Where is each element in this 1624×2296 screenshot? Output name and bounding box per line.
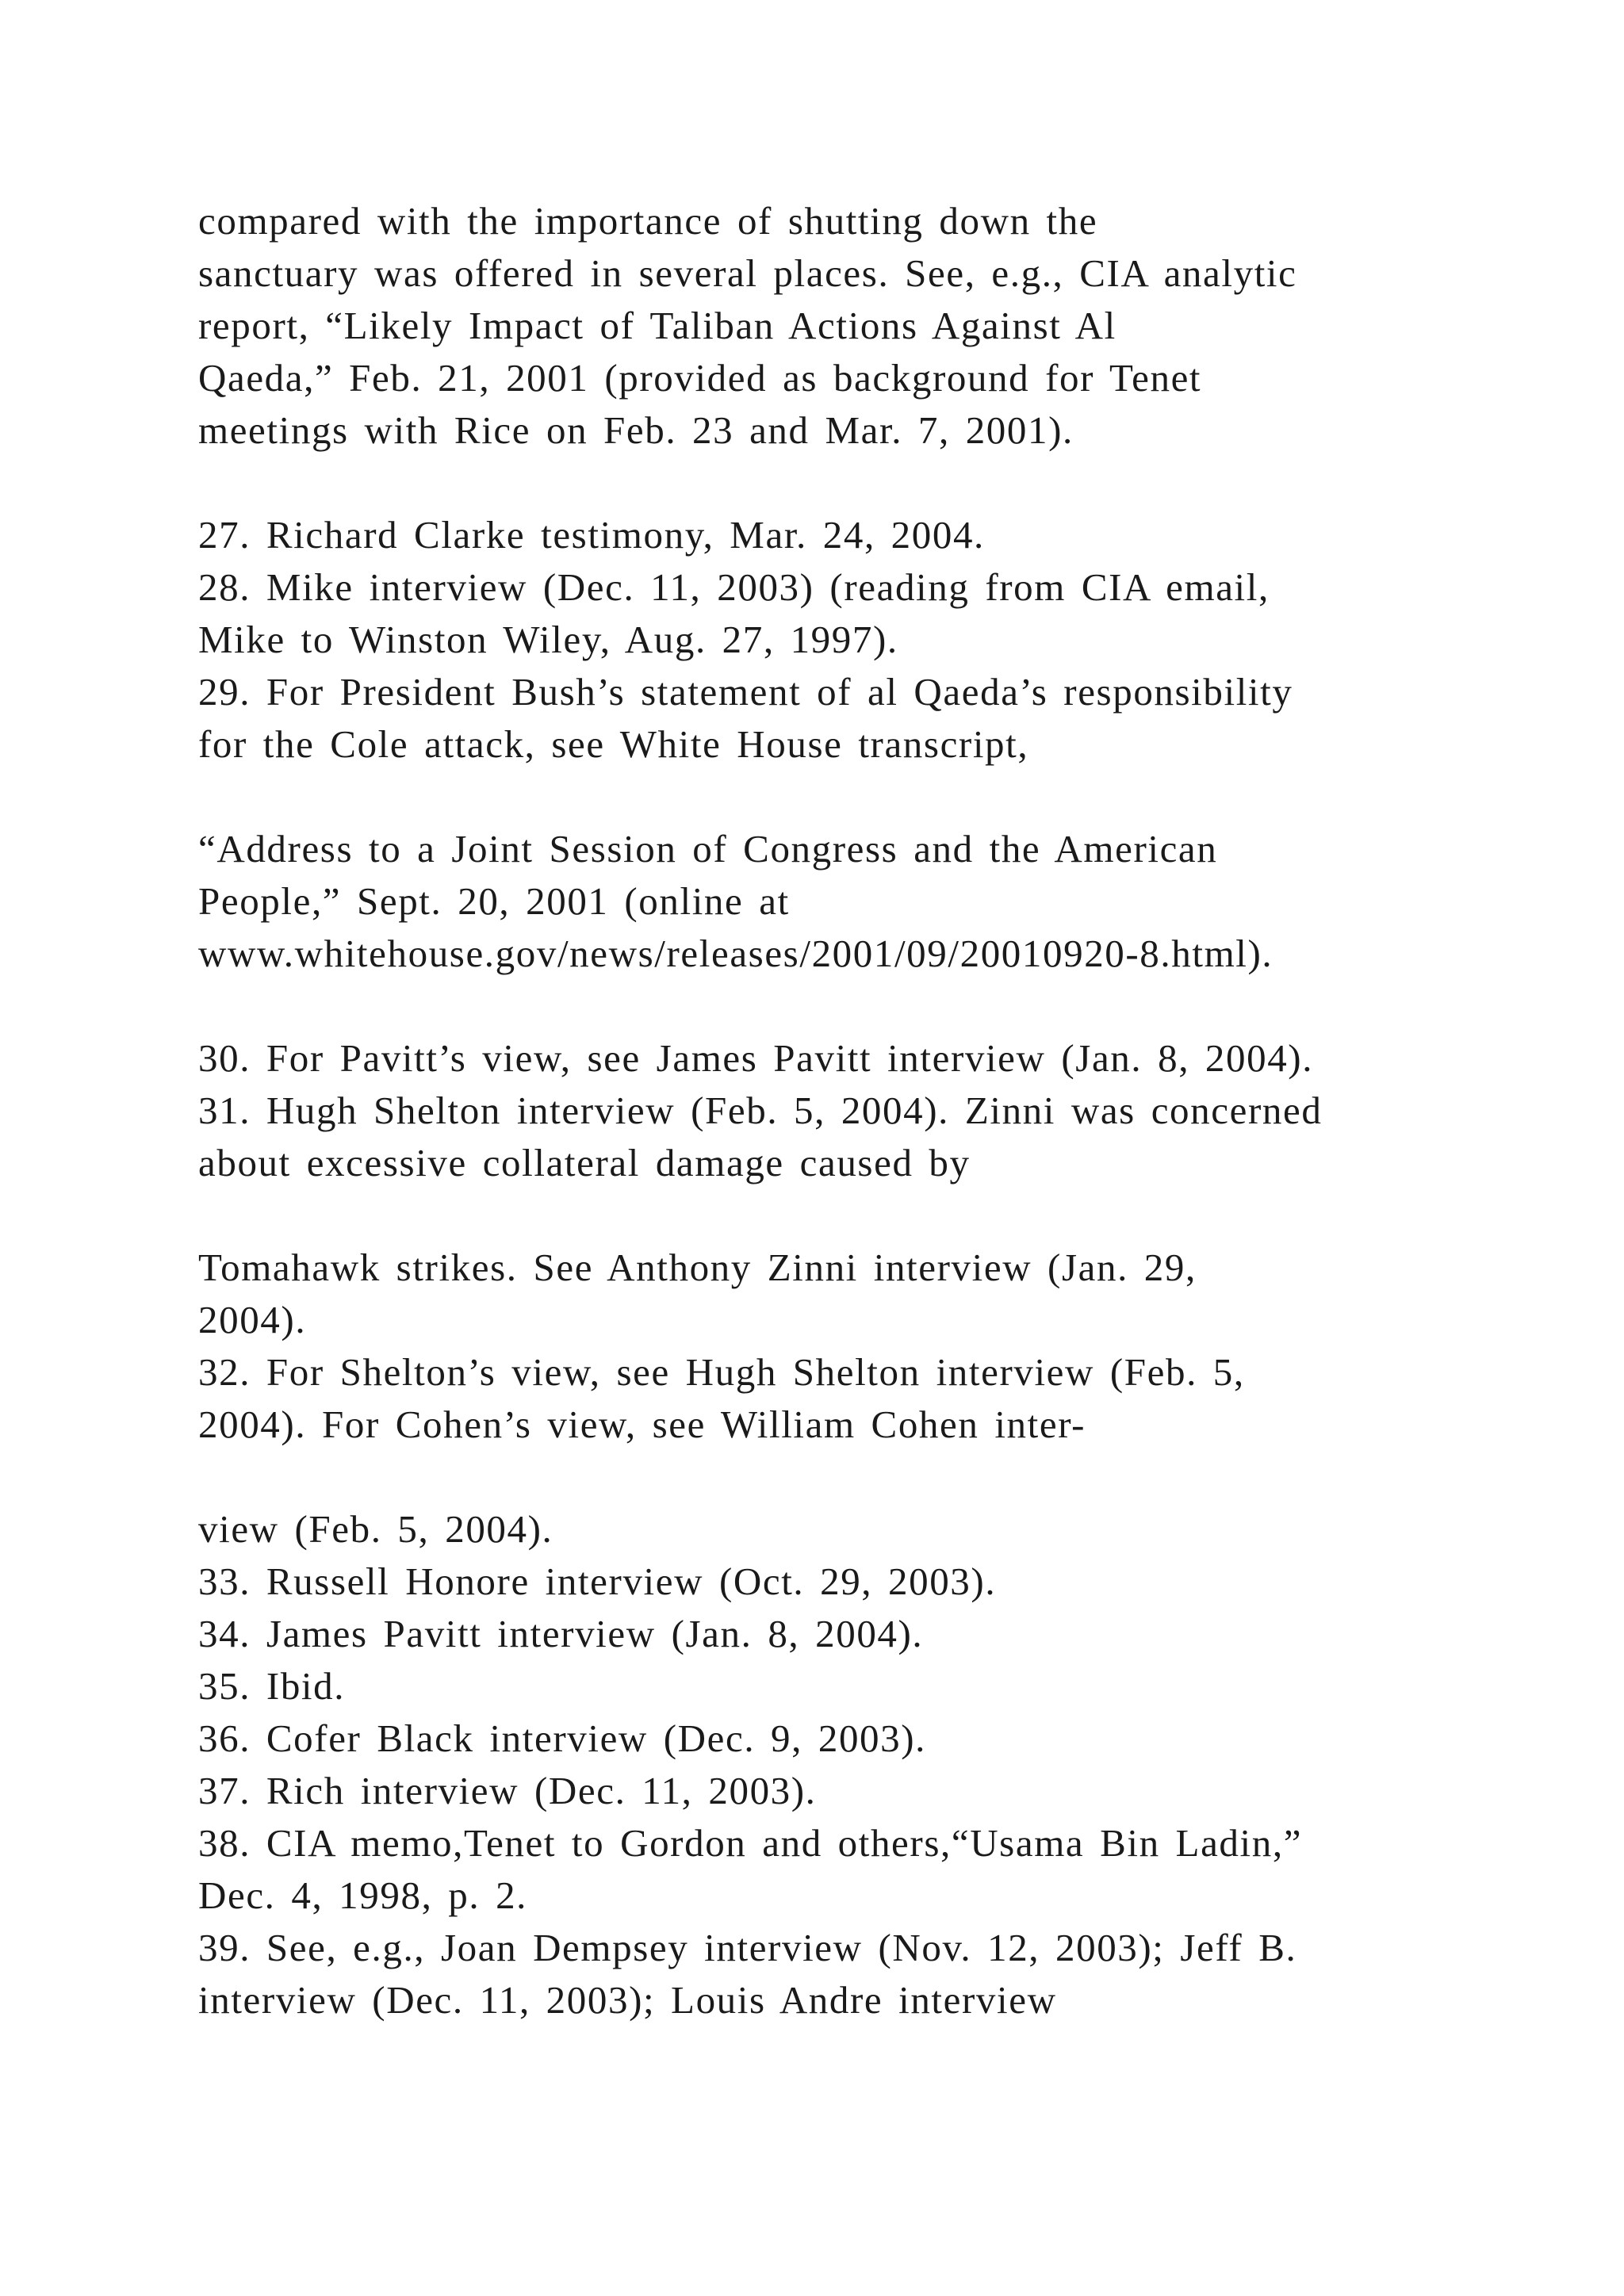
blank-line [198,1189,1578,1242]
footnote-34: 34. James Pavitt interview (Jan. 8, 2004). [198,1612,924,1655]
text-line: Qaeda,” Feb. 21, 2001 (provided as background for Tenet [198,356,1202,400]
blank-line [198,771,1578,823]
footnote-29: 29. For President Bush’s statement of al Qaeda’s responsibility [198,670,1293,714]
footnote-37: 37. Rich interview (Dec. 11, 2003). [198,1769,817,1812]
footnote-28: 28. Mike interview (Dec. 11, 2003) (reading from CIA email, [198,565,1270,609]
text-line: People,” Sept. 20, 2001 (online at [198,879,790,923]
text-line: Mike to Winston Wiley, Aug. 27, 1997). [198,618,898,661]
text-line: meetings with Rice on Feb. 23 and Mar. 7, 2001). [198,408,1074,452]
text-line: Dec. 4, 1998, p. 2. [198,1873,528,1917]
text-line: about excessive collateral damage caused by [198,1141,971,1184]
text-line: “Address to a Joint Session of Congress and the American [198,827,1218,871]
blank-line [198,980,1578,1032]
text-line: interview (Dec. 11, 2003); Louis Andre interview [198,1978,1057,2022]
text-line: report, “Likely Impact of Taliban Actions Against Al [198,304,1116,347]
text-line: 2004). For Cohen’s view, see William Cohen inter- [198,1402,1086,1446]
blank-line [198,457,1578,509]
text-line: compared with the importance of shutting down the [198,199,1098,243]
footnote-31: 31. Hugh Shelton interview (Feb. 5, 2004). Zinni was concerned [198,1089,1323,1132]
footnote-38: 38. CIA memo,Tenet to Gordon and others,“Usama Bin Ladin,” [198,1821,1303,1865]
text-line: 2004). [198,1298,307,1341]
footnotes-text-block [198,195,1578,2026]
footnote-30: 30. For Pavitt’s view, see James Pavitt interview (Jan. 8, 2004). [198,1036,1314,1080]
footnote-36: 36. Cofer Black interview (Dec. 9, 2003). [198,1716,927,1760]
footnote-39: 39. See, e.g., Joan Dempsey interview (Nov. 12, 2003); Jeff B. [198,1926,1297,1969]
text-line: view (Feb. 5, 2004). [198,1507,553,1551]
text-line: www.whitehouse.gov/news/releases/2001/09/20010920-8.html). [198,932,1274,975]
text-line: sanctuary was offered in several places. See, e.g., CIA analytic [198,251,1297,295]
footnote-33: 33. Russell Honore interview (Oct. 29, 2003). [198,1559,997,1603]
blank-line [198,1451,1578,1503]
footnote-27: 27. Richard Clarke testimony, Mar. 24, 2004. [198,513,985,557]
text-line: for the Cole attack, see White House transcript, [198,722,1029,766]
footnote-35: 35. Ibid. [198,1664,346,1708]
footnote-32: 32. For Shelton’s view, see Hugh Shelton interview (Feb. 5, [198,1350,1245,1394]
text-line: Tomahawk strikes. See Anthony Zinni interview (Jan. 29, [198,1246,1197,1289]
